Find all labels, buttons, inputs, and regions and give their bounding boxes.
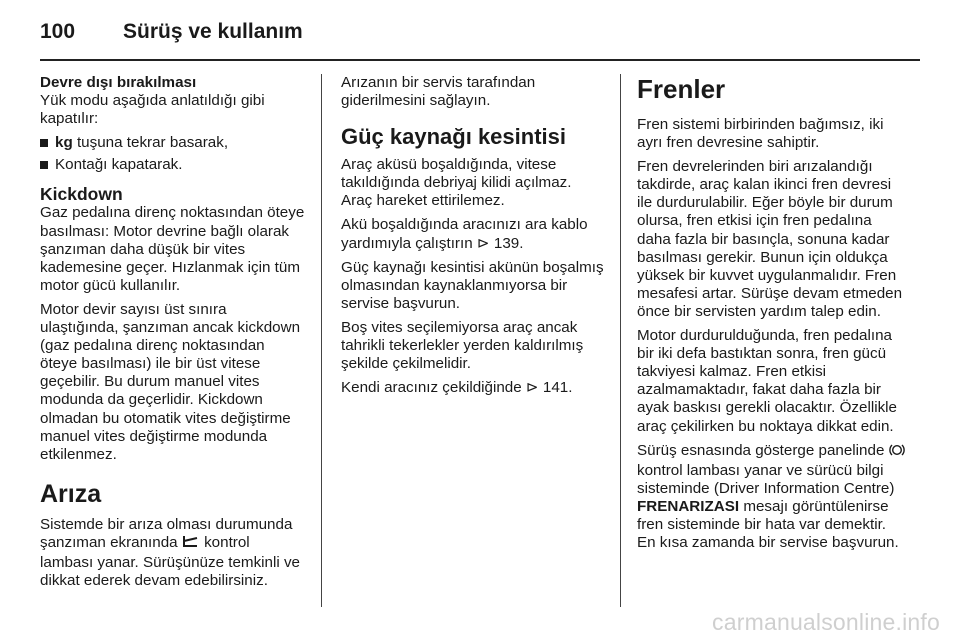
section-heading-brakes: Frenler xyxy=(637,74,726,104)
paragraph: Motor durdurulduğunda, fren pedalına bir iki defa bastıktan sonra, fren gücü takviyesi kalmaz. Fren etkisi azalmamaktadır, fakat daha fazla bir ayak baskısı gerekli olacaktır. Özellikle araç çekilirken bu noktaya dikkat edin. xyxy=(637,327,897,435)
page-reference[interactable]: 139 xyxy=(493,234,520,252)
column-right xyxy=(637,74,905,558)
section-heading-fault: Arıza xyxy=(40,479,102,508)
list-item xyxy=(40,134,305,152)
paragraph-fault xyxy=(40,516,305,590)
paragraph: Araç aküsü boşaldığında, vitese takıldığında debriyaj kilidi açılmaz. Araç hareket ettirilemez. xyxy=(341,156,572,210)
paragraph: Gaz pedalına direnç noktasından öteye basılması: Motor devrine bağlı olarak şanzıman daha düşük bir vites kademesine geçer. Hızlanmak için tüm motor gücü kullanılır. xyxy=(40,204,305,294)
header-divider xyxy=(40,59,920,61)
transmission-warning-icon xyxy=(182,535,200,554)
section-heading-power-loss: Güç kaynağı kesintisi xyxy=(341,124,566,150)
brake-warning-icon xyxy=(889,443,905,462)
paragraph-text: kontrol lambası yanar ve sürücü bilgi sisteminde (Driver Information Centre) xyxy=(637,461,895,497)
page-ref-arrow-icon: ⊳ xyxy=(525,379,539,397)
paragraph-text: Sistemde bir arıza olması durumunda şanzıman ekranında xyxy=(40,515,293,551)
paragraph: Boş vites seçilemiyorsa araç ancak tahrikli tekerlekler yerden kaldırılmış şekilde çekilmelidir. xyxy=(341,318,584,373)
paragraph-text: Kendi aracınız çekildiğinde xyxy=(341,379,522,397)
paragraph-text: Akü boşaldığında aracınızı ara kablo yardımıyla çalıştırın xyxy=(341,216,588,252)
column-left xyxy=(40,74,305,596)
paragraph: Arızanın bir servis tarafından giderilmesini sağlayın. xyxy=(341,74,536,110)
message-text: FRENARIZASI xyxy=(637,497,740,515)
watermark: carmanualsonline.info xyxy=(712,609,940,635)
paragraph-intro: Yük modu aşağıda anlatıldığı gibi kapatılır: xyxy=(40,92,265,128)
paragraph-brake-warning xyxy=(637,442,905,553)
page-number: 100 xyxy=(40,20,76,43)
column-middle xyxy=(341,74,605,403)
list-item-text: Kontağı kapatarak. xyxy=(55,156,183,174)
paragraph: Motor devir sayısı üst sınıra ulaştığında, şanzıman ancak kickdown (gaz pedalına direnç noktasından öteye basılması) ile bir üst vitese geçebilir. Bu durum manuel vites modunda da geçerlidir. Kickdown olmadan bu otomatik vites değiştirme manuel vites değiştirme modunda etkilenmez. xyxy=(40,300,301,463)
kg-button-label: kg xyxy=(55,134,73,152)
paragraph-text: mesajı görüntülenirse fren sisteminde bir hata var demektir. En kısa zamanda bir servise başvurun. xyxy=(637,497,899,552)
paragraph: Akü boşaldığında aracınızı ara kablo yardımıyla çalıştırın ⊳ 139. xyxy=(341,216,588,252)
page-header xyxy=(40,12,920,52)
paragraph: Kendi aracınız çekildiğinde ⊳ 141. xyxy=(341,379,573,397)
list-item xyxy=(40,156,305,174)
section-heading-deactivate: Devre dışı bırakılması xyxy=(40,74,197,91)
section-heading-kickdown: Kickdown xyxy=(40,184,123,205)
column-divider xyxy=(620,74,621,607)
column-divider xyxy=(321,74,322,607)
page-reference[interactable]: 141 xyxy=(542,379,569,397)
paragraph-text: kontrol lambası yanar. Sürüşünüze temkinli ve dikkat ederek devam edebilirsiniz. xyxy=(40,533,301,590)
paragraph-text: Sürüş esnasında gösterge panelinde xyxy=(637,441,885,459)
page-ref-arrow-icon: ⊳ xyxy=(476,234,490,252)
list-item-text: tuşuna tekrar basarak, xyxy=(72,134,229,152)
page-title: Sürüş ve kullanım xyxy=(123,20,303,43)
paragraph: Fren devrelerinden biri arızalandığı takdirde, araç kalan ikinci fren devresi ile durdurulabilir. Eğer böyle bir durum olursa, fren etkisi için fren pedalına daha fazla bir basınçla, sonuna kadar basılması gerekir. Bunun için oldukça yüksek bir kuvvet uygulanmalıdır. Fren mesafesi artar. Sürüşe devam etmeden önce bir servisten yardım talep edin. xyxy=(637,158,903,320)
bullet-icon xyxy=(40,139,48,147)
paragraph: Güç kaynağı kesintisi akünün boşalmış olmasından kaynaklanmıyorsa bir servise başvurun. xyxy=(341,258,604,312)
bullet-icon xyxy=(40,161,48,169)
paragraph: Fren sistemi birbirinden bağımsız, iki ayrı fren devresine sahiptir. xyxy=(637,116,884,152)
